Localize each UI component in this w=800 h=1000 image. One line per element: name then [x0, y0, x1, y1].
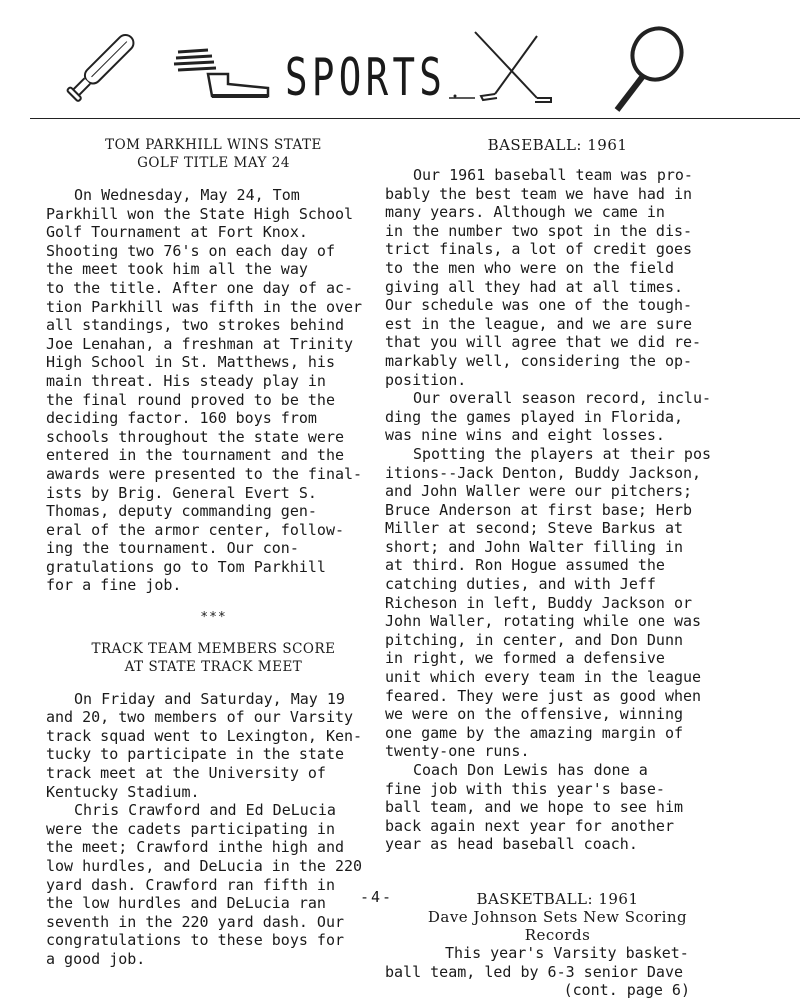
basketball-subhead — [385, 908, 730, 944]
track-headline — [46, 640, 381, 676]
winged-shoe-icon — [168, 44, 278, 104]
basketball-headline: BASKETBALL: 1961 — [476, 889, 639, 908]
golf-headline — [46, 136, 381, 172]
continued-note: (cont. page 6) — [563, 981, 690, 1000]
track-article-body-2: Chris Crawford and Ed DeLucia were the cadets participating in the meet; Crawford inthe high and low hurdles, and DeLucia in the 220 yard dash. Crawford ran fifth in the low hurdles and DeLucia ran seventh in the 220 yard dash. Our congratulations to these boys for a good job. — [46, 801, 363, 968]
crossed-golf-clubs-icon — [445, 28, 565, 108]
masthead-title: SPORTS — [285, 48, 447, 108]
page-number: -4- — [360, 888, 394, 906]
section-separator: *** — [200, 610, 227, 626]
baseball-article-body-4: Coach Don Lewis has done a fine job with this year's base- ball team, and we hope to see him back again next year for another year as head baseball coach. — [385, 761, 684, 854]
track-headline-line1: TRACK TEAM MEMBERS SCORE — [91, 640, 336, 657]
track-article-body-1: On Friday and Saturday, May 19 and 20, two members of our Varsity track squad went to Lexington, Ken- tucky to participate in the state track meet at the University of Kentucky Stadium. — [46, 689, 363, 801]
basketball-subhead-line1: Dave Johnson Sets New Scoring — [427, 907, 688, 926]
left-column — [46, 136, 381, 969]
basketball-subhead-line2: Records — [524, 925, 591, 944]
golf-article-body: On Wednesday, May 24, Tom Parkhill won the State High School Golf Tournament at Fort Knox. Shooting two 76's on each day of the meet took him all the way to the title. After one day of ac- tion Parkhill was fifth in the over all standings, two strokes behind Joe Lenahan, a freshman at Trinity High School in St. Matthews, his main threat. His steady play in the final round proved to be the deciding factor. 160 boys from schools throughout the state were entered in the tournament and the awards were presented to the final- ists by Brig. General Evert S. Thomas, deputy commanding gen- eral of the armor center, follow- ing the tournament. Our con- gratulations go to Tom Parkhill for a fine job. — [46, 186, 363, 595]
sports-masthead — [0, 0, 800, 125]
baseball-bat-icon — [55, 22, 145, 112]
baseball-article-body-2: Our overall season record, inclu- ding the games played in Florida, was nine wins and eight losses. — [385, 389, 712, 445]
baseball-article-body-3: Spotting the players at their pos itions--Jack Denton, Buddy Jackson, and John Waller were our pitchers; Bruce Anderson at first base; Herb Miller at second; Steve Barkus at short; and John Walter filling in at third. Ron Hogue assumed the catching duties, and with Jeff Richeson in left, Buddy Jackson or John Waller, rotating while one was pitching, in center, and Don Dunn in right, we formed a defensive unit which every team in the league feared. They were just as good when we were on the offensive, winning one game by the amazing margin of twenty-one runs. — [385, 444, 712, 761]
masthead-rule — [30, 118, 800, 119]
right-column — [385, 136, 730, 1000]
baseball-article-body-1: Our 1961 baseball team was pro- bably the best team we have had in many years. Although we came in in the number two spot in the dis- trict finals, a lot of credit goes to the men who were on the field giving all they had at all times. Our schedule was one of the tough- est in the league, and we are sure that you will agree that we did re- markably well, considering the op- position. — [385, 166, 702, 389]
golf-headline-line2: GOLF TITLE MAY 24 — [137, 155, 290, 171]
track-headline-line2: AT STATE TRACK MEET — [124, 658, 303, 675]
golf-headline-line1: TOM PARKHILL WINS STATE — [105, 137, 322, 153]
tennis-racket-icon — [605, 22, 695, 117]
baseball-headline: BASEBALL: 1961 — [487, 136, 628, 154]
basketball-article-body: This year's Varsity basket- ball team, led by 6-3 senior Dave — [385, 943, 689, 981]
